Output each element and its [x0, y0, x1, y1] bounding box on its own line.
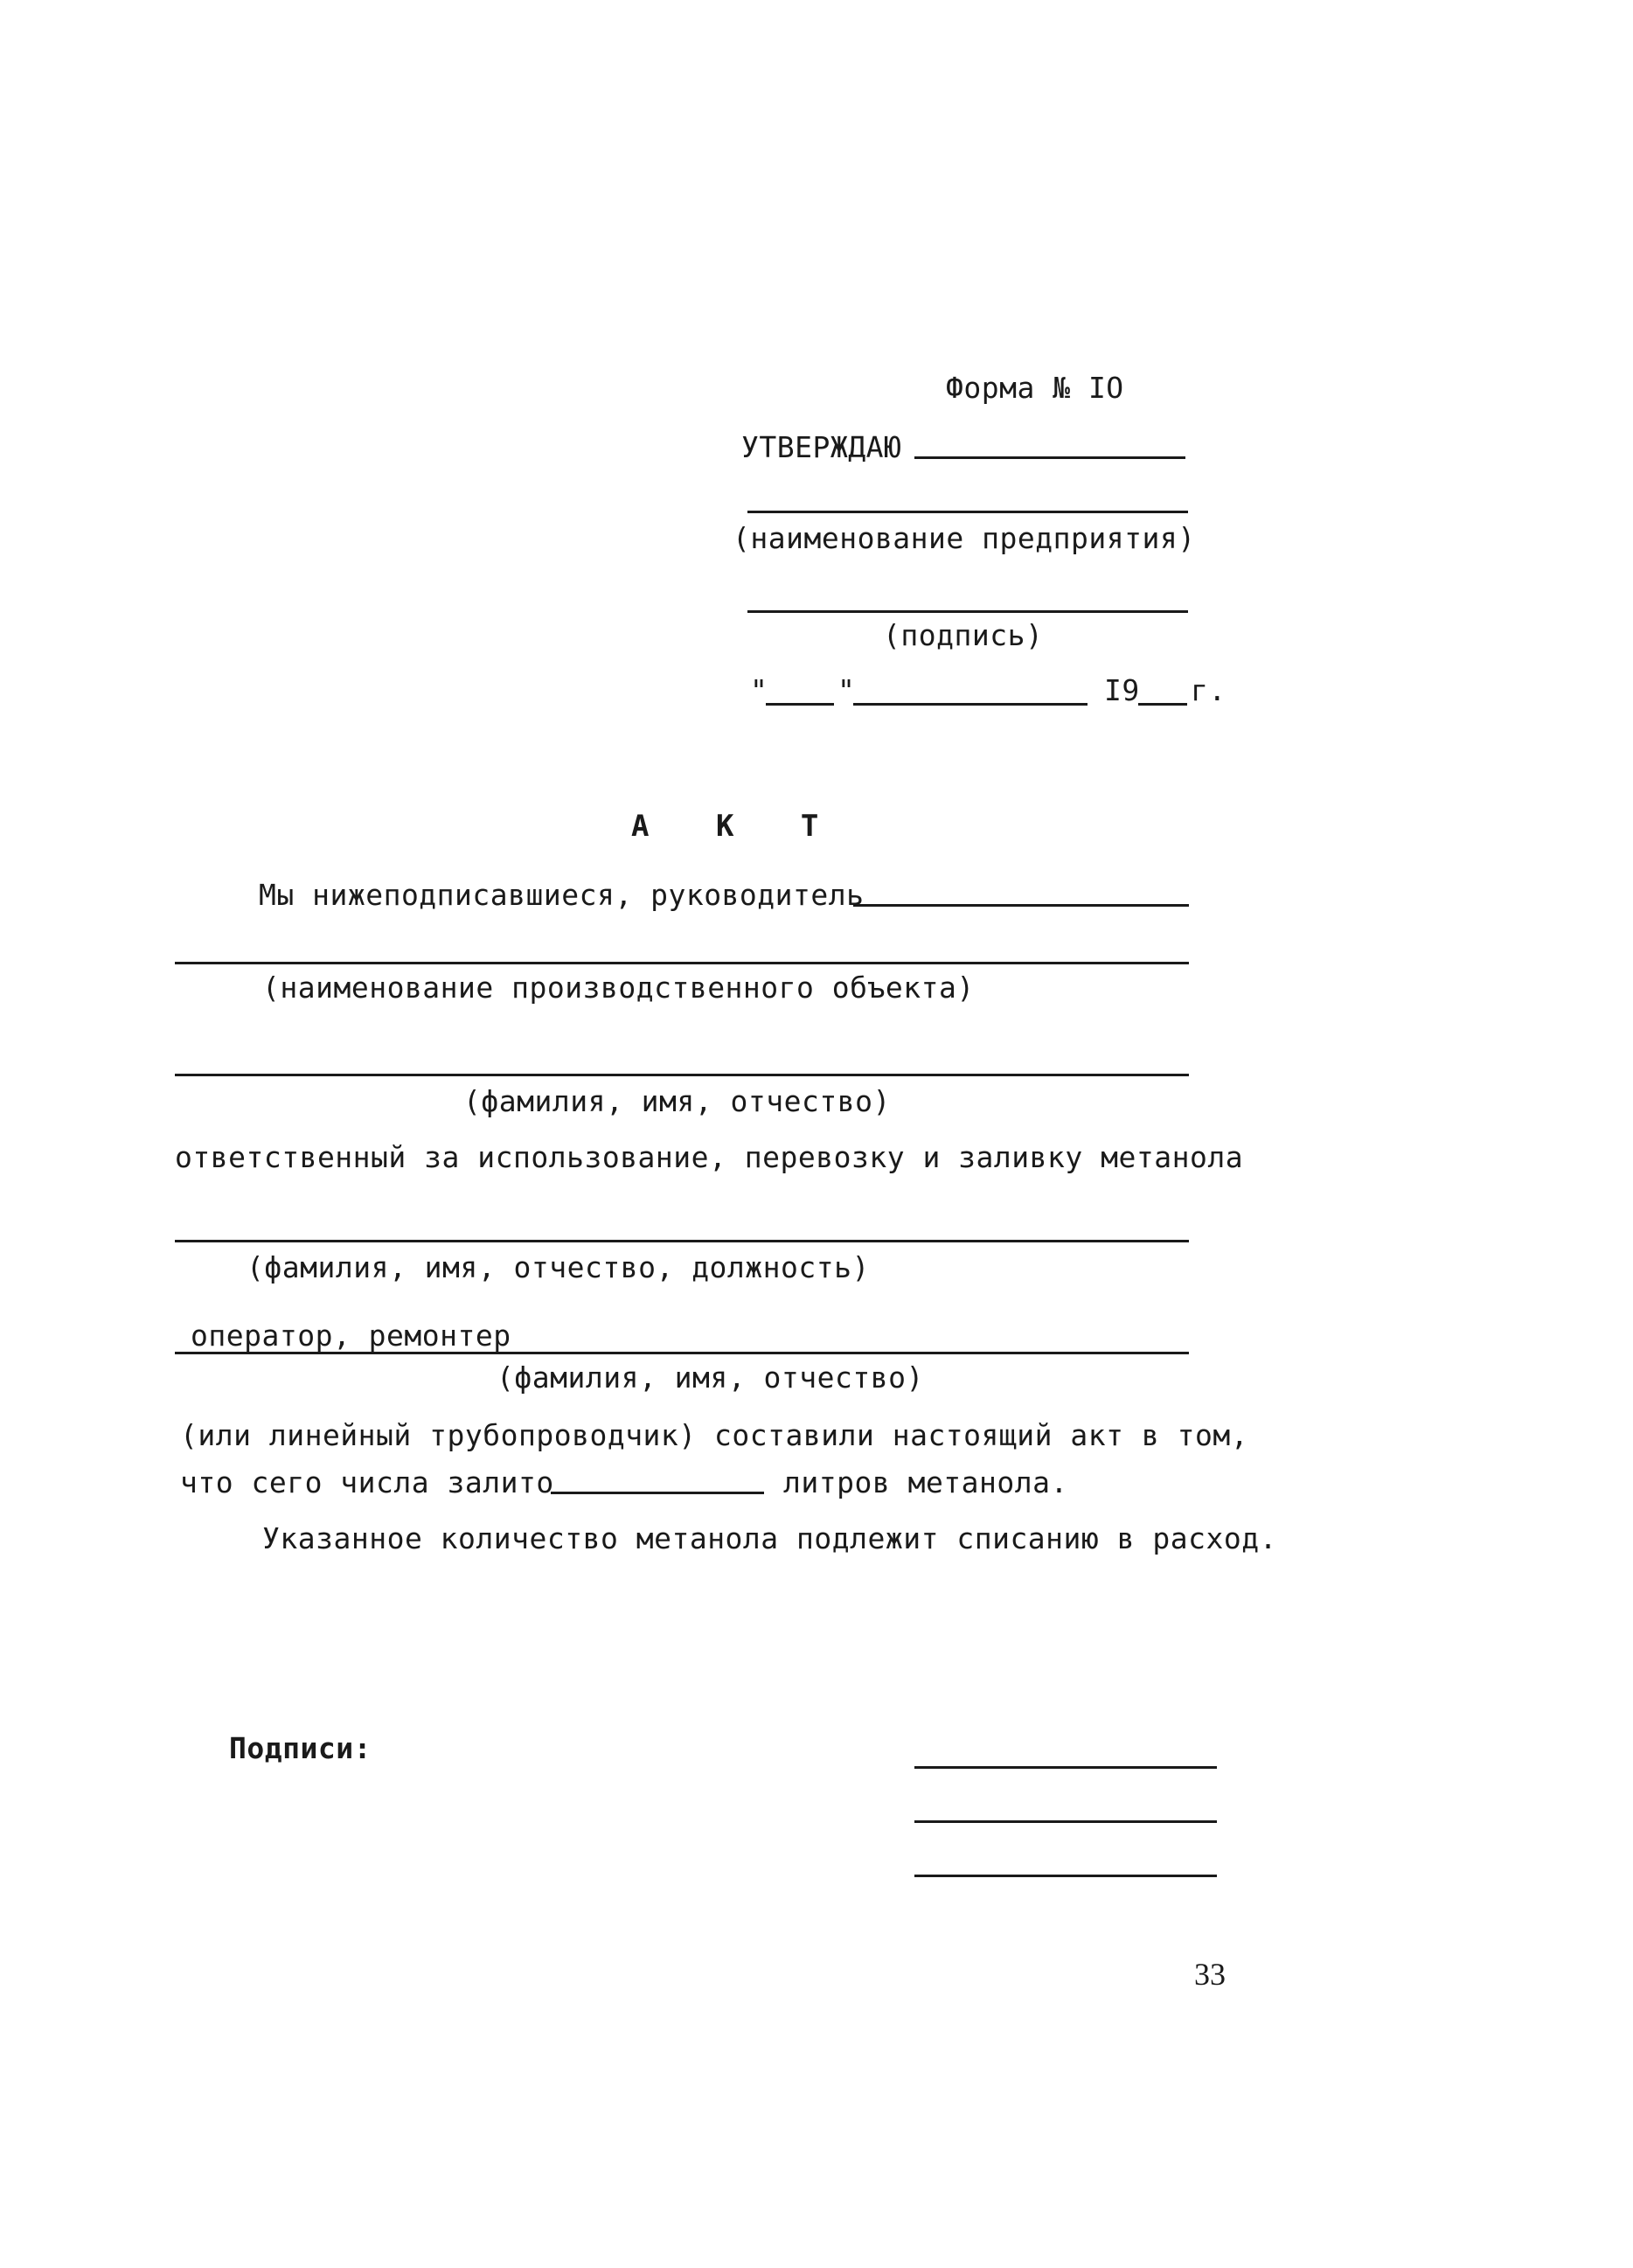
year-suffix: г.: [1191, 673, 1226, 707]
date-month-line: [853, 703, 1088, 706]
line-filled-suffix: литров метанола.: [783, 1465, 1068, 1499]
date-close-quote: ": [837, 673, 856, 707]
approve-signature-line: [914, 456, 1185, 459]
signature-line: [747, 610, 1188, 613]
act-title: А К Т: [631, 809, 844, 844]
form-label: Форма № IO: [946, 371, 1124, 405]
date-year-line: [1138, 703, 1187, 706]
object-caption: (наименование производственного объекта): [262, 971, 975, 1005]
operator-line: [175, 1352, 1189, 1354]
line-filled-prefix: что сего числа залито: [180, 1465, 554, 1499]
signatures-label: Подписи:: [229, 1731, 372, 1765]
enterprise-line: [747, 511, 1188, 513]
signature-line-3: [914, 1875, 1217, 1877]
act-intro: Мы нижеподписавшиеся, руководитель: [259, 878, 865, 912]
date-open-quote: ": [750, 673, 768, 707]
fio-caption-2: (фамилия, имя, отчество): [497, 1360, 924, 1395]
date-day-line: [766, 703, 834, 706]
signature-line-2: [914, 1820, 1217, 1823]
year-prefix: I9: [1104, 673, 1140, 707]
liters-line: [551, 1492, 764, 1494]
object-line: [175, 962, 1189, 964]
signature-line-1: [914, 1766, 1217, 1769]
approve-label: УТВЕРЖДАЮ: [741, 430, 902, 464]
operator-filled: оператор, ремонтер: [191, 1318, 511, 1353]
manager-fio-line: [175, 1074, 1189, 1076]
line-or: (или линейный трубопроводчик) составили настоящий акт в том,: [180, 1418, 1249, 1452]
fio-position-caption: (фамилия, имя, отчество, должность): [247, 1250, 870, 1284]
manager-line: [853, 904, 1189, 907]
page-number: 33: [1194, 1957, 1226, 1992]
responsible-fio-line: [175, 1240, 1189, 1242]
signature-caption: (подпись): [883, 618, 1044, 652]
line-writeoff: Указанное количество метанола подлежит списанию в расход.: [262, 1521, 1277, 1555]
enterprise-caption: (наименование предприятия): [733, 521, 1196, 555]
responsible-text: ответственный за использование, перевозку и заливку метанола: [175, 1140, 1244, 1174]
fio-caption: (фамилия, имя, отчество): [463, 1084, 891, 1118]
